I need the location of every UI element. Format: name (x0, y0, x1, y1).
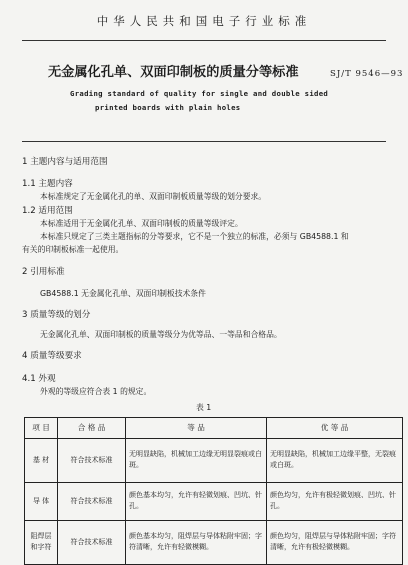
section-4-heading: 4 质量等级要求 (22, 351, 82, 361)
section-1-2-heading: 1.2 适用范围 (22, 206, 73, 216)
header-qualified: 合 格 品 (58, 418, 126, 439)
appearance-grade-table (24, 417, 403, 565)
section-3-text: 无金属化孔单、双面印制板的质量等级分为优等品、一等品和合格品。 (40, 330, 282, 339)
header-first-grade: 等 品 (126, 418, 267, 439)
row-superior: 颜色均匀，阻焊层与导体粘附牢固；字符清晰，允许有极轻微模糊。 (267, 520, 403, 564)
section-1-2-text-3: 有关的印制板标准一起使用。 (22, 245, 124, 254)
issuer-header: 中华人民共和国电子行业标准 (96, 14, 312, 28)
header-rule (22, 40, 386, 41)
table-row (25, 520, 403, 564)
header-superior: 优 等 品 (267, 418, 403, 439)
section-1-heading: 1 主题内容与适用范围 (22, 157, 108, 167)
english-title-line-2: printed boards with plain holes (95, 103, 241, 112)
standard-number: SJ/T 9546—93 (330, 69, 404, 79)
row-superior: 无明显缺陷，机械加工边缘平整，无裂痕或白斑。 (267, 438, 403, 482)
row-qualified: 符合技术标准 (58, 520, 126, 564)
section-2-heading: 2 引用标准 (22, 267, 65, 277)
row-item: 导 体 (25, 482, 58, 520)
row-first-grade: 颜色基本均匀，允许有轻微划痕、凹坑、针孔。 (126, 482, 267, 520)
row-qualified: 符合技术标准 (58, 438, 126, 482)
row-item: 基 材 (25, 438, 58, 482)
section-1-1-heading: 1.1 主题内容 (22, 179, 73, 189)
table-row (25, 438, 403, 482)
document-title: 无金属化孔单、双面印制板的质量分等标准 (48, 65, 299, 80)
row-item: 阻焊层和字符 (25, 520, 58, 564)
english-title-line-1: Grading standard of quality for single and double sided (70, 89, 329, 98)
section-1-1-text: 本标准规定了无金属化孔的单、双面印制板质量等级的划分要求。 (40, 192, 267, 201)
section-1-2-text-1: 本标准适用于无金属化孔单、双面印制板的质量等级评定。 (40, 219, 243, 228)
table-header-row (25, 418, 403, 439)
table-caption: 表 1 (196, 403, 212, 412)
table-row (25, 482, 403, 520)
row-first-grade: 无明显缺陷，机械加工边缘无明显裂痕或白斑。 (126, 438, 267, 482)
row-superior: 颜色均匀，允许有极轻微划痕、凹坑、针孔。 (267, 482, 403, 520)
header-item: 项 目 (25, 418, 58, 439)
section-1-2-text-2: 本标准只规定了三类主题指标的分等要求，它不是一个独立的标准，必须与 GB4588.1 和 (40, 232, 349, 241)
section-4-1-heading: 4.1 外观 (22, 374, 56, 384)
section-3-heading: 3 质量等级的划分 (22, 310, 91, 320)
row-first-grade: 颜色基本均匀，阻焊层与导体粘附牢固；字符清晰，允许有轻微模糊。 (126, 520, 267, 564)
section-4-1-text: 外观的等级应符合表 1 的规定。 (40, 387, 152, 396)
section-2-text: GB4588.1 无金属化孔单、双面印制板技术条件 (40, 289, 206, 298)
title-rule (22, 141, 386, 142)
row-qualified: 符合技术标准 (58, 482, 126, 520)
